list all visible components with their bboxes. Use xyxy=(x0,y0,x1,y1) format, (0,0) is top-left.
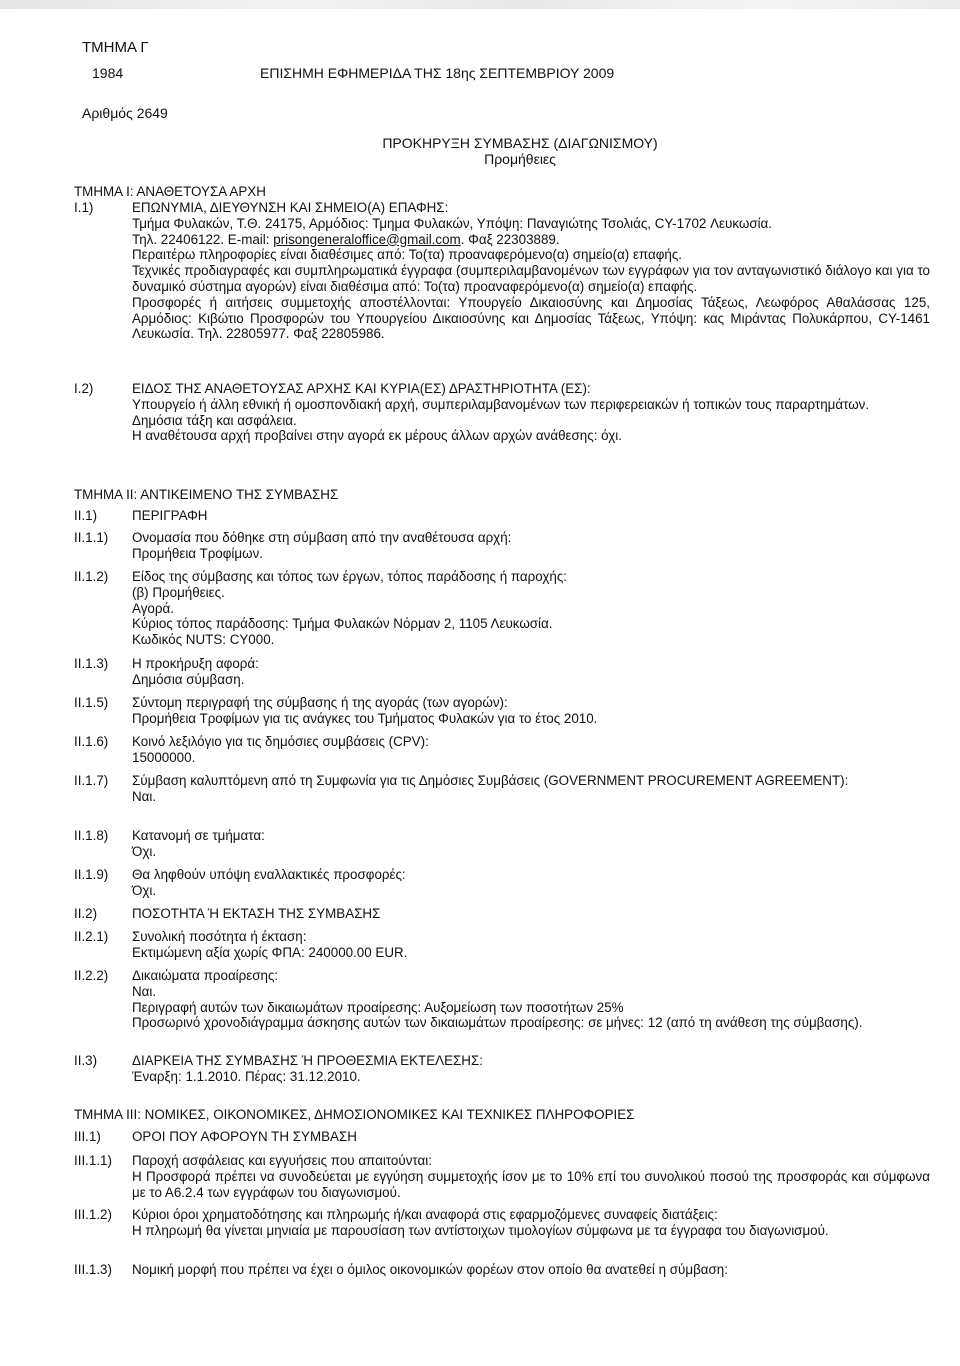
item-question: Κατανομή σε τμήματα: xyxy=(132,828,265,843)
scan-edge xyxy=(0,0,960,9)
item-title: ΕΙΔΟΣ ΤΗΣ ΑΝΑΘΕΤΟΥΣΑΣ ΑΡΧΗΣ ΚΑΙ ΚΥΡΙΑ(ΕΣ) ΔΡΑΣΤΗΡΙΟΤΗΤΑ (ΕΣ): xyxy=(132,381,591,396)
item-label: II.2) xyxy=(74,906,98,921)
page-number: 1984 xyxy=(92,65,124,81)
item-label: III.1.3) xyxy=(74,1262,112,1277)
item-title: ΕΠΩΝΥΜΙΑ, ΔΙΕΥΘΥΝΣΗ ΚΑΙ ΣΗΜΕΙΟ(Α) ΕΠΑΦΗΣ: xyxy=(132,200,449,215)
item-label: II.1.8) xyxy=(74,828,109,843)
item-question: Νομική μορφή που πρέπει να έχει ο όμιλος οικονομικών φορέων στον οποίο θα ανατεθεί η σύμβαση: xyxy=(132,1262,728,1277)
item-title: ΔΙΑΡΚΕΙΑ ΤΗΣ ΣΥΜΒΑΣΗΣ Ή ΠΡΟΘΕΣΜΙΑ ΕΚΤΕΛΕΣΗΣ: xyxy=(132,1053,483,1068)
item-answer: Εκτιμώμενη αξία χωρίς ΦΠΑ: 240000.00 EUR. xyxy=(132,944,408,960)
item-answer: Η Προσφορά πρέπει να συνοδεύεται με εγγύηση συμμετοχής ίσον με το 10% επί του συνολικού ποσού της προσφοράς και σύμφωνα με το Α6.2.4 των εγγράφων του διαγωνισμού. xyxy=(132,1168,930,1200)
item-text: Υπουργείο ή άλλη εθνική ή ομοσπονδιακή αρχή, συμπεριλαμβανομένων των περιφερειακών ή τοπικών τους παραρτημάτων. xyxy=(132,396,870,412)
contact-phone-line: Τηλ. 22406122. E-mail: prisongeneraloffice@gmail.com. Φαξ 22303889. xyxy=(132,231,560,247)
item-label: II.1.1) xyxy=(74,530,109,545)
offers-paragraph: Προσφορές ή αιτήσεις συμμετοχής αποστέλλονται: Υπουργείο Δικαιοσύνης και Δημοσίας Τάξεως, Λεωφόρος Αθαλάσσας 125, Αρμόδιος: Κιβώτιο Προσφορών του Υπουργείου Δικαιοσύνης και Δημοσίας Τάξεως, Υπόψη: κας Μιράντας Πολυκάρπου, CY-1461 Λευκωσία. Τηλ. 22805977. Φαξ 22805986. xyxy=(132,294,930,342)
info-line: Περαιτέρω πληροφορίες είναι διαθέσιμες από: Το(τα) προαναφερόμενο(α) σημείο(α) επαφής. xyxy=(132,247,683,263)
item-answer: Η πληρωμή θα γίνεται μηνιαία με παρουσίαση των αντίστοιχων τιμολογίων σύμφωνα με τα έγγραφα του διαγωνισμού. xyxy=(132,1222,829,1238)
item-label: III.1.2) xyxy=(74,1207,112,1222)
item-answer: Κύριος τόπος παράδοσης: Τμήμα Φυλακών Νόρμαν 2, 1105 Λευκωσία. xyxy=(132,616,553,632)
item-title: ΠΕΡΙΓΡΑΦΗ xyxy=(132,508,208,523)
item-label: II.1.9) xyxy=(74,867,109,882)
item-text: Δημόσια τάξη και ασφάλεια. xyxy=(132,412,297,428)
item-label: II.1) xyxy=(74,508,98,523)
item-label: III.1) xyxy=(74,1129,101,1144)
item-question: Κοινό λεξιλόγιο για τις δημόσιες συμβάσεις (CPV): xyxy=(132,734,429,749)
item-label: II.1.6) xyxy=(74,734,109,749)
item-answer: Ναι. xyxy=(132,983,157,999)
item-answer: Αγορά. xyxy=(132,600,174,616)
item-answer: 15000000. xyxy=(132,749,196,765)
item-label: II.1.3) xyxy=(74,656,109,671)
notice-number: Αριθμός 2649 xyxy=(82,105,168,121)
item-answer: (β) Προμήθειες. xyxy=(132,584,225,600)
item-label: I.2) xyxy=(74,381,94,396)
item-question: Σύμβαση καλυπτόμενη από τη Συμφωνία για τις Δημόσιες Συμβάσεις (GOVERNMENT PROCUREMENT AGREEMENT): xyxy=(132,773,849,788)
document-subtitle: Προμήθειες xyxy=(484,151,556,167)
item-label: II.2.1) xyxy=(74,929,109,944)
item-title: ΠΟΣΟΤΗΤΑ Ή ΕΚΤΑΣΗ ΤΗΣ ΣΥΜΒΑΣΗΣ xyxy=(132,906,381,921)
item-label: III.1.1) xyxy=(74,1153,112,1168)
section-letter: ΤΜΗΜΑ Γ xyxy=(82,39,149,56)
item-text: Η αναθέτουσα αρχή προβαίνει στην αγορά εκ μέρους άλλων αρχών ανάθεσης: όχι. xyxy=(132,428,622,444)
contact-line: Τμήμα Φυλακών, Τ.Θ. 24175, Αρμόδιος: Τμημα Φυλακών, Υπόψη: Παναγιώτης Τσολιάς, CY-1702 Λευκωσία. xyxy=(132,215,773,231)
section-i-heading: ΤΜΗΜΑ Ι: ΑΝΑΘΕΤΟΥΣΑ ΑΡΧΗ xyxy=(74,184,266,199)
item-question: Η προκήρυξη αφορά: xyxy=(132,656,259,671)
item-question: Ονομασία που δόθηκε στη σύμβαση από την αναθέτουσα αρχή: xyxy=(132,530,512,545)
item-question: Συνολική ποσότητα ή έκταση: xyxy=(132,929,307,944)
section-iii-heading: ΤΜΗΜΑ III: ΝΟΜΙΚΕΣ, ΟΙΚΟΝΟΜΙΚΕΣ, ΔΗΜΟΣΙΟΝΟΜΙΚΕΣ ΚΑΙ ΤΕΧΝΙΚΕΣ ΠΛΗΡΟΦΟΡΙΕΣ xyxy=(74,1107,635,1122)
section-ii-heading: ΤΜΗΜΑ ΙΙ: ΑΝΤΙΚΕΙΜΕΝΟ ΤΗΣ ΣΥΜΒΑΣΗΣ xyxy=(74,487,339,502)
item-question: Σύντομη περιγραφή της σύμβασης ή της αγοράς (των αγορών): xyxy=(132,695,508,710)
item-answer: Περιγραφή αυτών των δικαιωμάτων προαίρεσης: Αυξομείωση των ποσοτήτων 25% xyxy=(132,999,624,1015)
item-answer: Όχι. xyxy=(132,882,157,898)
gazette-title: ΕΠΙΣΗΜΗ ΕΦΗΜΕΡΙΔΑ ΤΗΣ 18ης ΣΕΠΤΕΜΒΡΙΟΥ 2009 xyxy=(260,65,615,81)
item-label: II.3) xyxy=(74,1053,98,1068)
item-answer: Ναι. xyxy=(132,788,157,804)
item-answer: Δημόσια σύμβαση. xyxy=(132,671,245,687)
item-label: II.1.7) xyxy=(74,773,109,788)
item-label: II.1.5) xyxy=(74,695,109,710)
item-question: Κύριοι όροι χρηματοδότησης και πληρωμής ή/και αναφορά στις εφαρμοζόμενες συναφείς διατάξεις: xyxy=(132,1207,718,1222)
item-question: Δικαιώματα προαίρεσης: xyxy=(132,968,279,983)
specs-paragraph: Τεχνικές προδιαγραφές και συμπληρωματικά έγγραφα (συμπεριλαμβανομένων των εγγράφων για τον ανταγωνιστικό διάλογο και για το δυναμικό σύστημα αγορών) είναι διαθέσιμα από: Το(τα) προαναφερόμενο(α) σημείο(α) επαφής. xyxy=(132,263,930,294)
item-answer: Προσωρινό χρονοδιάγραμμα άσκησης αυτών των δικαιωμάτων προαίρεσης: σε μήνες: 12 (από τη ανάθεση της σύμβασης). xyxy=(132,1015,863,1031)
item-answer: Προμήθεια Τροφίμων για τις ανάγκες του Τμήματος Φυλακών για το έτος 2010. xyxy=(132,710,598,726)
item-question: Είδος της σύμβασης και τόπος των έργων, τόπος παράδοσης ή παροχής: xyxy=(132,569,568,584)
item-answer: Προμήθεια Τροφίμων. xyxy=(132,545,263,561)
item-answer: Κωδικός NUTS: CY000. xyxy=(132,632,275,648)
item-label: II.1.2) xyxy=(74,569,109,584)
item-title: ΟΡΟΙ ΠΟΥ ΑΦΟΡΟΥΝ ΤΗ ΣΥΜΒΑΣΗ xyxy=(132,1129,357,1144)
item-question: Θα ληφθούν υπόψη εναλλακτικές προσφορές: xyxy=(132,867,406,882)
item-question: Παροχή ασφάλειας και εγγυήσεις που απαιτούνται: xyxy=(132,1153,432,1168)
item-label: II.2.2) xyxy=(74,968,109,983)
email-link[interactable]: prisongeneraloffice@gmail.com xyxy=(273,231,461,247)
item-answer: Όχι. xyxy=(132,843,157,859)
document-title: ΠΡΟΚΗΡΥΞΗ ΣΥΜΒΑΣΗΣ (ΔΙΑΓΩΝΙΣΜΟΥ) xyxy=(382,135,658,151)
item-answer: Έναρξη: 1.1.2010. Πέρας: 31.12.2010. xyxy=(132,1068,361,1084)
item-label: I.1) xyxy=(74,200,94,215)
